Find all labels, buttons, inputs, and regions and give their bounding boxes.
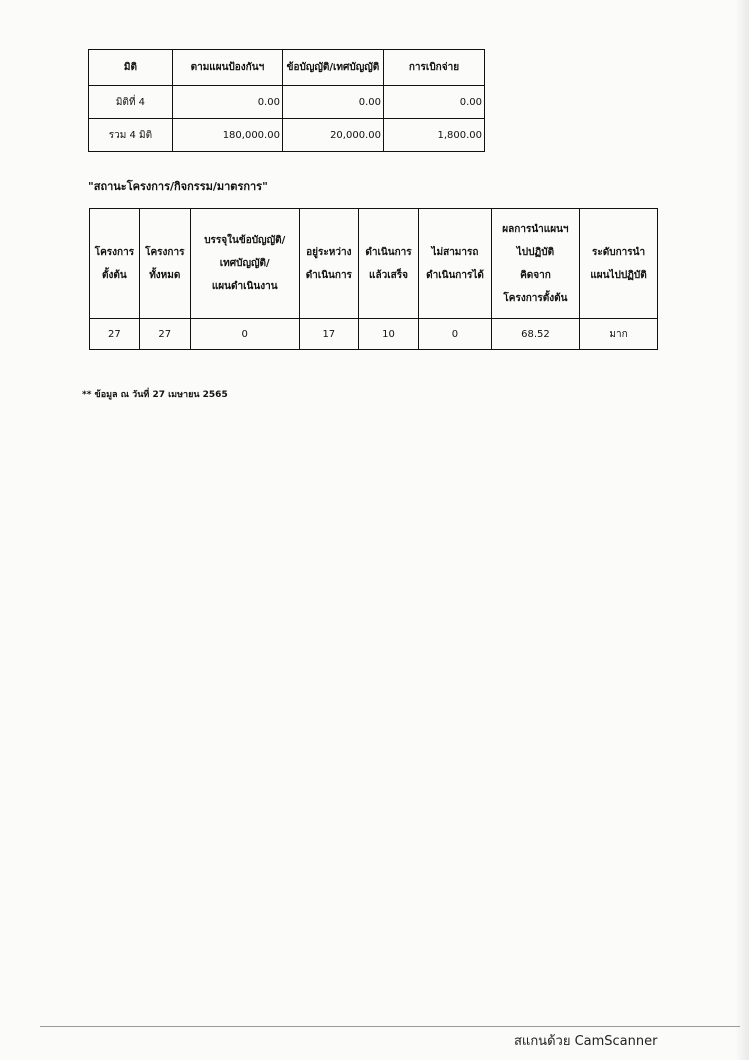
budget-cell: 0.00 [172, 86, 282, 119]
budget-header-ordinance: ข้อบัญญัติ/เทศบัญญัติ [282, 50, 383, 86]
section-label: "สถานะโครงการ/กิจกรรม/มาตรการ" [88, 180, 268, 193]
status-header-in-progress: อยู่ระหว่าง ดำเนินการ [299, 209, 358, 319]
table-row [90, 319, 658, 350]
budget-cell: 1,800.00 [383, 119, 484, 152]
status-header-included: บรรจุในข้อบัญญัติ/ เทศบัญญัติ/ แผนดำเนินงาน [190, 209, 299, 319]
budget-table-header-row [89, 50, 485, 86]
status-value: 0 [419, 319, 492, 350]
page-edge-shadow [735, 0, 749, 1060]
table-row [89, 86, 485, 119]
status-value: 68.52 [491, 319, 579, 350]
status-table [89, 208, 658, 350]
status-value: 10 [358, 319, 418, 350]
status-value: 17 [299, 319, 358, 350]
status-value: 27 [90, 319, 140, 350]
budget-header-dimension: มิติ [89, 50, 173, 86]
budget-cell: รวม 4 มิติ [89, 119, 173, 152]
budget-cell: 0.00 [383, 86, 484, 119]
budget-cell: 0.00 [282, 86, 383, 119]
status-header-initial-projects: โครงการ ตั้งต้น [90, 209, 140, 319]
status-table-header-row [90, 209, 658, 319]
status-value: มาก [580, 319, 658, 350]
status-header-total-projects: โครงการ ทั้งหมด [139, 209, 190, 319]
status-header-result: ผลการนำแผนฯ ไปปฏิบัติ คิดจาก โครงการตั้งต้น [491, 209, 579, 319]
budget-header-disbursement: การเบิกจ่าย [383, 50, 484, 86]
status-header-completed: ดำเนินการ แล้วเสร็จ [358, 209, 418, 319]
budget-header-plan: ตามแผนป้องกันฯ [172, 50, 282, 86]
budget-table [88, 49, 485, 152]
status-header-level: ระดับการนำ แผนไปปฏิบัติ [580, 209, 658, 319]
table-row [89, 119, 485, 152]
budget-cell: 20,000.00 [282, 119, 383, 152]
status-value: 0 [190, 319, 299, 350]
status-value: 27 [139, 319, 190, 350]
footnote: ** ข้อมูล ณ วันที่ 27 เมษายน 2565 [82, 390, 228, 400]
status-header-not-possible: ไม่สามารถ ดำเนินการได้ [419, 209, 492, 319]
budget-cell: มิติที่ 4 [89, 86, 173, 119]
budget-cell: 180,000.00 [172, 119, 282, 152]
page-bottom-rule [40, 1026, 740, 1027]
camscanner-watermark: สแกนด้วย CamScanner [514, 1034, 658, 1049]
